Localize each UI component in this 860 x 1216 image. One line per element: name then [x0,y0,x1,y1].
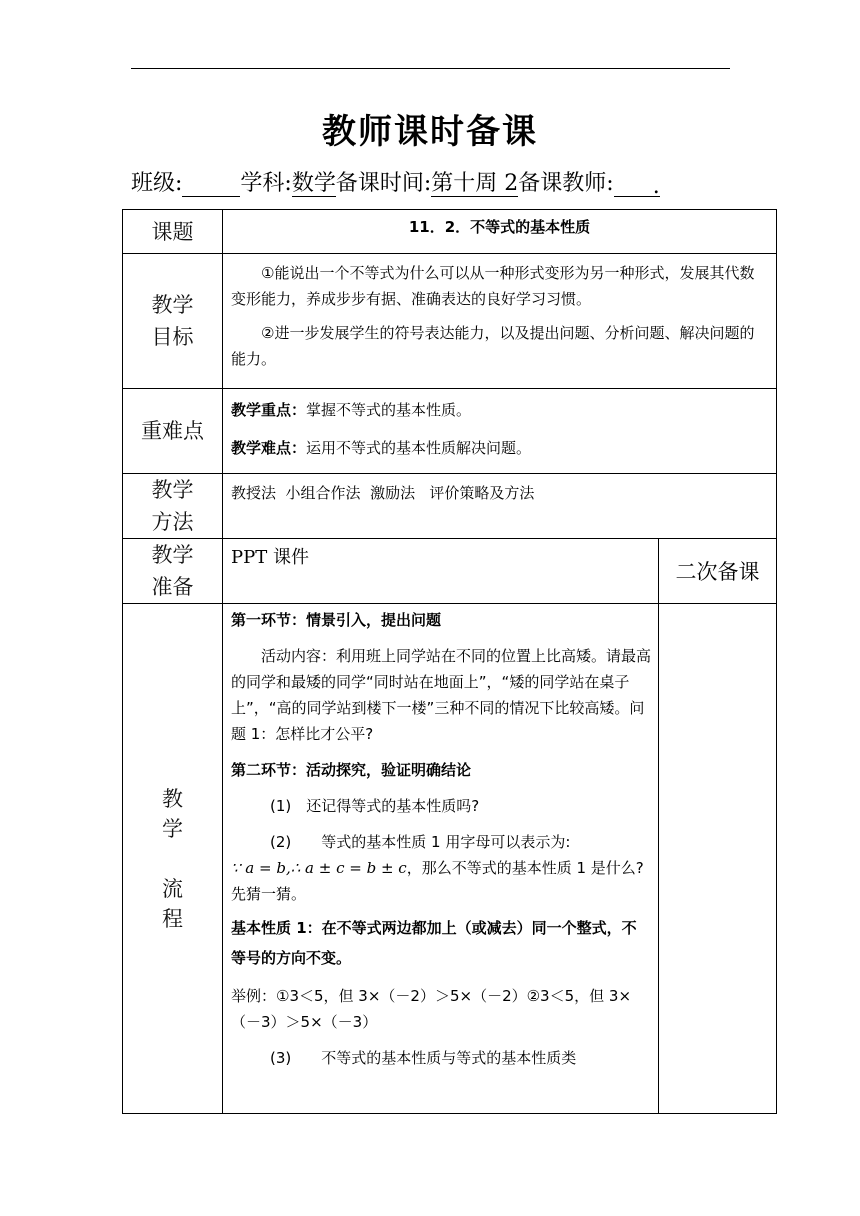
question-3: (3) 不等式的基本性质与等式的基本性质类 [270,1049,577,1067]
row-key-points [123,389,777,474]
key-points-cell [223,389,777,474]
methods-label-line1: 教学 [151,478,194,502]
topic-cell [223,210,777,254]
difficulty-label: 教学难点： [231,439,307,457]
question-1: (1) 还记得等式的基本性质吗? [270,797,480,815]
difficulty-line [231,435,769,461]
row-methods [123,474,777,539]
key-points-label: 重难点 [123,389,223,474]
prep-label-line1: 教学 [151,543,194,567]
subject-label: 学科: [240,171,292,196]
second-prep-label: 二次备课 [659,539,777,604]
row-goals [123,254,777,389]
focus-value: 掌握不等式的基本性质。 [306,401,472,419]
focus-label: 教学重点： [231,401,307,419]
flow-label-char: 学 [162,816,183,841]
methods-value: 教授法 小组合作法 激励法 评价策略及方法 [231,484,535,502]
page-title: 教师课时备课 [322,112,538,152]
section1-title: 第一环节：情景引入，提出问题 [231,611,442,629]
prep-label [123,539,223,604]
topic-label: 课题 [123,210,223,254]
goals-label [123,254,223,389]
question-2 [231,829,651,907]
question-2-formula: ∵ a = b,∴ a ± c = b ± c [231,859,407,877]
row-topic [123,210,777,254]
example: 举例：①3＜5，但 3×（－2）＞5×（－2）②3＜5，但 3×（－3）＞5×（－3） [231,987,632,1031]
flow-cell [223,604,659,1114]
goal-item: ②进一步发展学生的符号表达能力，以及提出问题、分析问题、解决问题的能力。 [231,324,755,368]
flow-label-char: 教 [162,786,183,811]
prep-label-line2: 准备 [151,575,194,599]
section1-text: 活动内容：利用班上同学站在不同的位置上比高矮。请最高的同学和最矮的同学“同时站在地面上”，“矮的同学站在桌子上”，“高的同学站到楼下一楼”三种不同的情况下比较高矮。问题 1：怎样比才公平? [231,647,652,743]
methods-label-line2: 方法 [151,510,194,534]
time-label: 备课时间: [335,171,432,196]
top-rule [131,68,730,69]
goal-item: ①能说出一个不等式为什么可以从一种形式变形为另一种形式，发展其代数变形能力，养成步步有据、准确表达的良好学习习惯。 [231,264,755,308]
methods-label [123,474,223,539]
lesson-plan-table [122,209,777,1114]
flow-label-gap [123,844,222,874]
section2-title: 第二环节：活动探究，验证明确结论 [231,761,472,779]
goals-label-line1: 教学 [151,293,194,317]
time-value: 第十周 2 [431,171,519,196]
teacher-end: . [652,174,660,199]
flow-label [123,604,223,1114]
flow-label-char: 流 [162,876,183,901]
class-label: 班级: [131,171,183,196]
goals-label-line2: 目标 [151,325,194,349]
question-2-intro: (2) 等式的基本性质 1 用字母可以表示为: [270,833,571,851]
methods-cell [223,474,777,539]
second-prep-cell[interactable] [659,604,777,1114]
difficulty-value: 运用不等式的基本性质解决问题。 [306,439,532,457]
goals-cell [223,254,777,389]
teacher-blank[interactable] [614,174,660,197]
row-prep [123,539,777,604]
prep-value: PPT 课件 [231,547,309,568]
row-flow [123,604,777,1114]
class-blank[interactable] [182,174,240,197]
prep-cell [223,539,659,604]
teacher-label: 备课教师: [518,171,614,196]
meta-line [131,166,751,197]
topic-value: 11．2．不等式的基本性质 [408,218,591,236]
subject-value: 数学 [291,171,336,196]
focus-line [231,397,769,423]
property-1: 基本性质 1：在不等式两边都加上（或减去）同一个整式，不等号的方向不变。 [231,919,637,967]
flow-label-char: 程 [162,906,183,931]
question-2-tail: ，那么不等式的基本性质 1 是什么? 先猜一猜。 [231,859,644,903]
